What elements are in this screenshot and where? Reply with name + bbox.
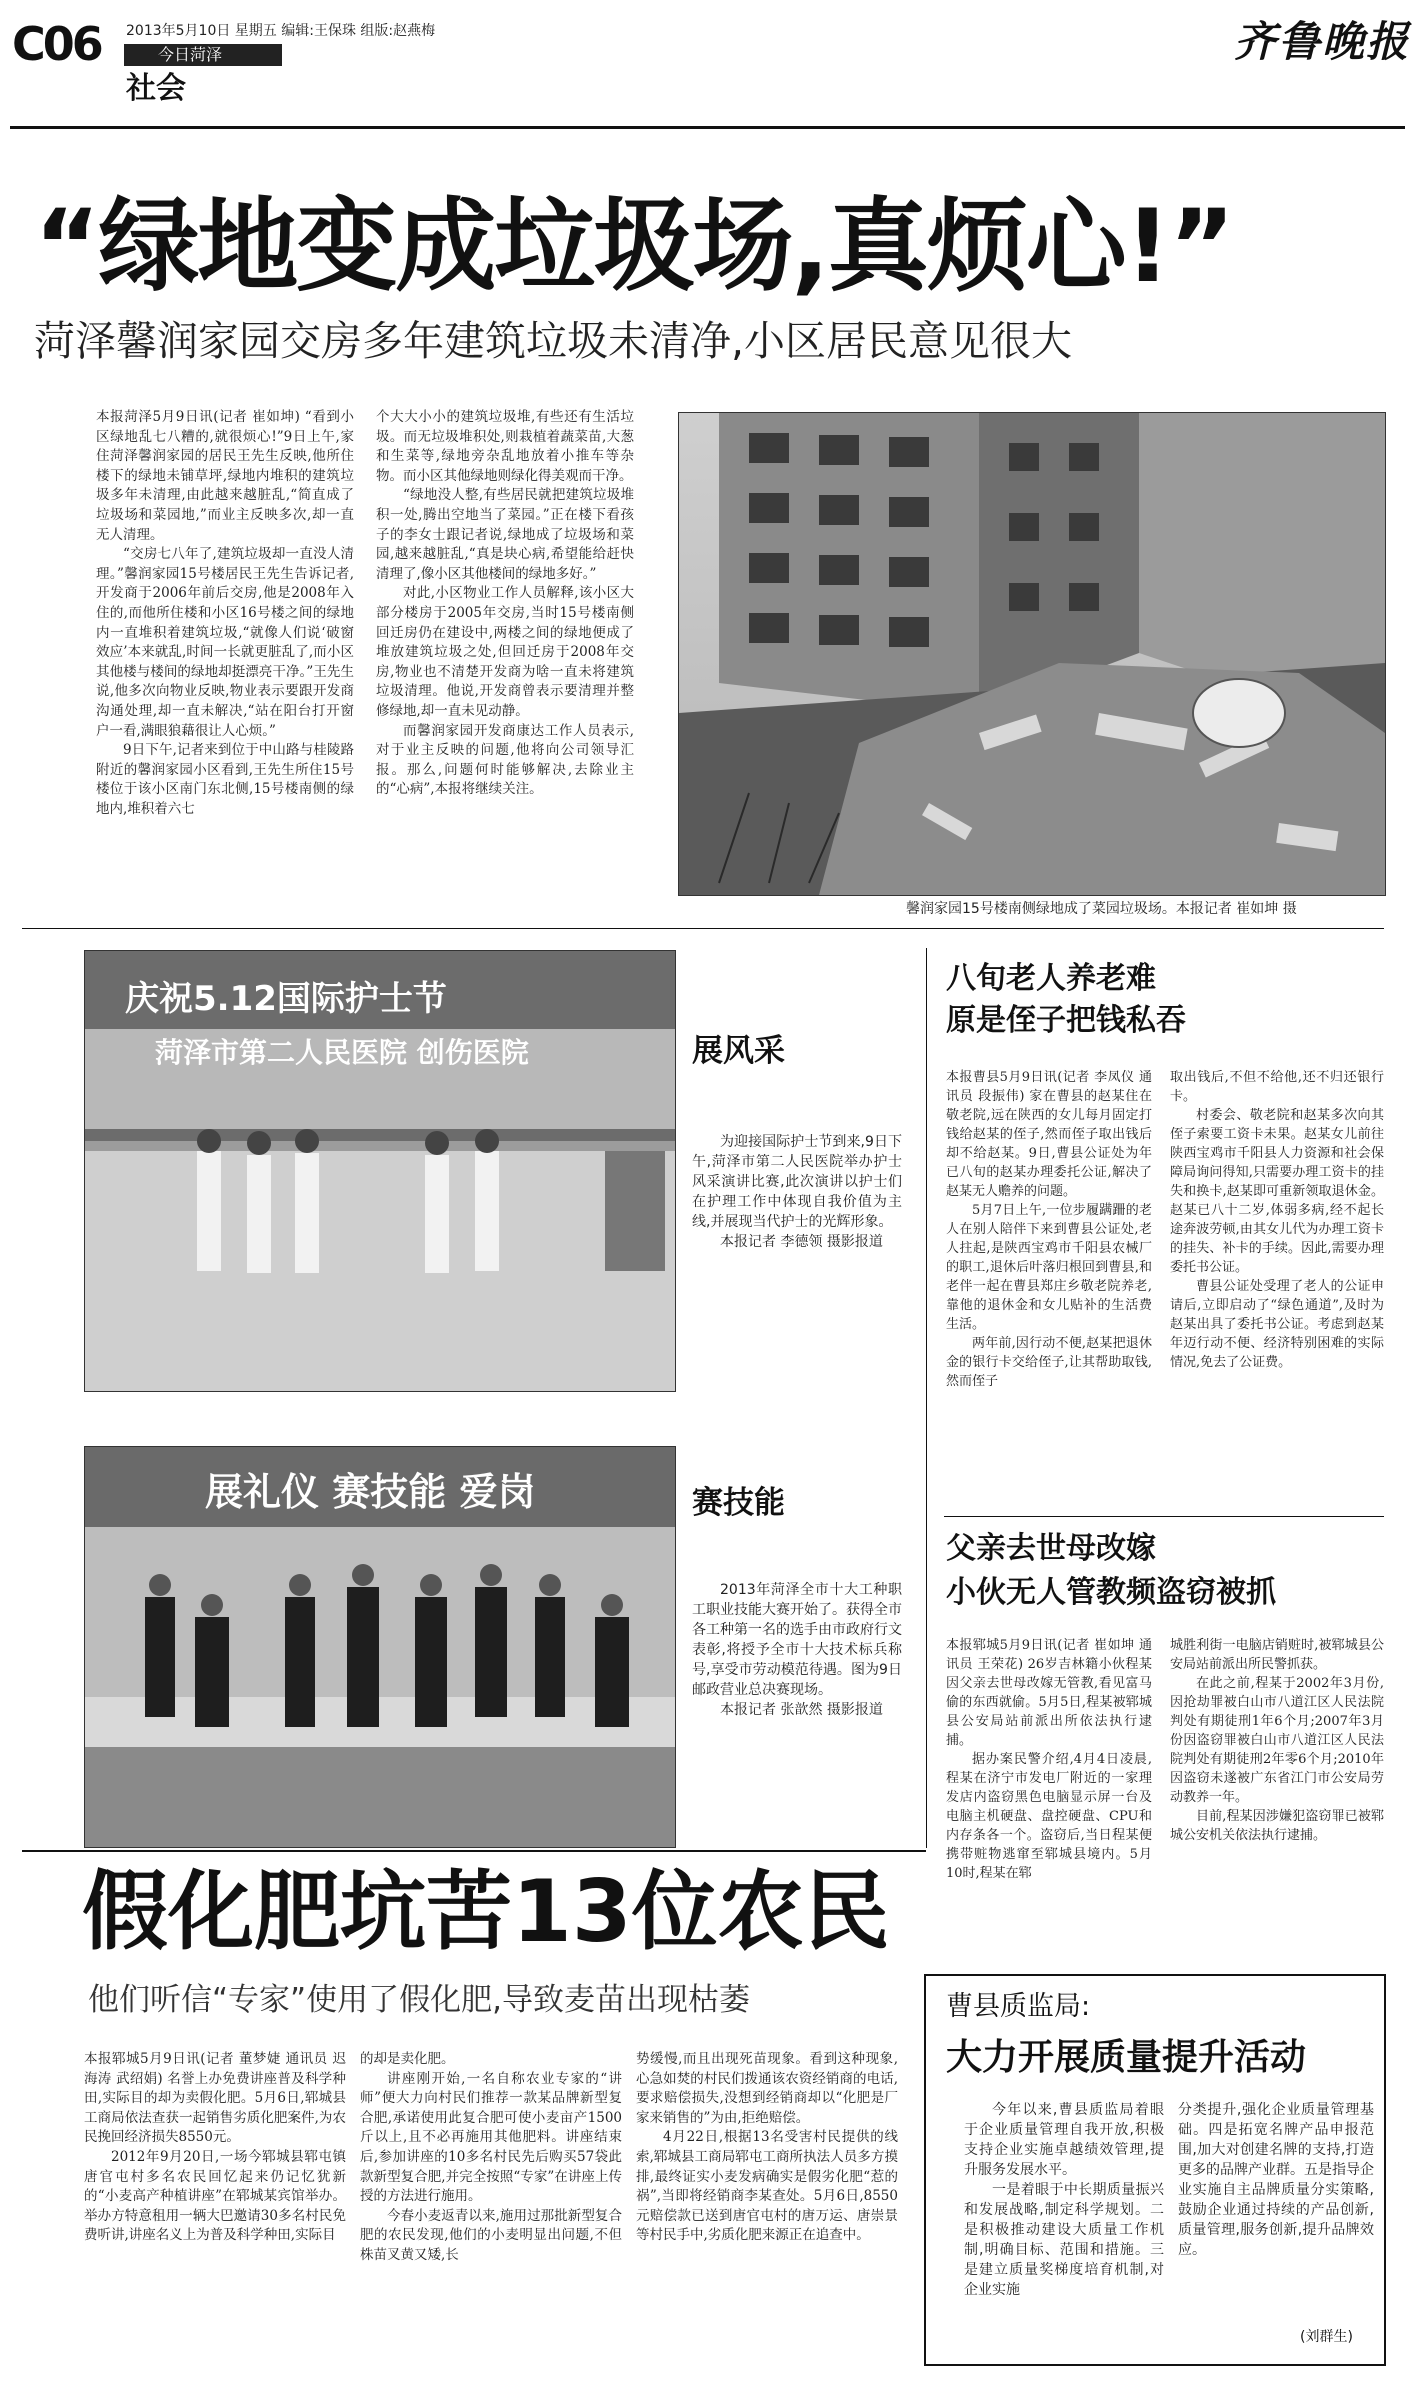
story2-headline: 假化肥坑苦13位农民	[82, 1862, 890, 1962]
story1-photo	[678, 412, 1386, 896]
photo-news1-title: 展风采	[692, 1033, 785, 1069]
story2-paragraph: 势缓慢,而且出现死苗现象。看到这种现象,心急如焚的村民们拨通该农资经销商的电话,要求赔偿损失,没想到经销商却以“化肥是厂家来销售的”为由,拒绝赔偿。	[636, 2051, 898, 2126]
column-divider	[926, 948, 927, 1848]
story-r2-column-1	[946, 1636, 1152, 1976]
photo-news2-text: 2013年菏泽全市十大工种职工职业技能大赛开始了。获得全市各工种第一名的选手由市政府行文表彰,将授予全市十大技术标兵称号,享受市劳动模范待遇。图为9日邮政营业总决赛现场。	[692, 1582, 902, 1698]
story-r1-paragraph: 两年前,因行动不便,赵某把退休金的银行卡交给侄子,让其帮助取钱,然而侄子	[946, 1336, 1152, 1389]
story-r1-title-1: 八旬老人养老难	[946, 961, 1156, 996]
story1-column-2	[376, 408, 634, 908]
story2-column-1	[84, 2050, 346, 2360]
story-r2-title-1: 父亲去世母改嫁	[946, 1531, 1156, 1566]
divider	[22, 928, 1384, 929]
story-r1-paragraph: 取出钱后,不但不给他,还不归还银行卡。	[1170, 1070, 1384, 1104]
story2-column-2	[360, 2050, 622, 2360]
photo-news2-title: 赛技能	[692, 1485, 785, 1521]
story-r2-title-2: 小伙无人管教频盗窃被抓	[946, 1575, 1276, 1610]
story-r1-paragraph: 村委会、敬老院和赵某多次向其侄子索要工资卡未果。赵某女儿前往陕西宝鸡市千阳县人力资源和社会保障局询问得知,只需要办理工资卡的挂失和换卡,赵某即可重新领取退休金。赵某已八十二岁,体弱多病,经不起长途奔波劳顿,由其女儿代为办理工资卡的挂失、补卡的手续。因此,需要办理委托书公证。	[1170, 1108, 1384, 1275]
contest-banner: 展礼仪 赛技能 爱岗	[205, 1470, 536, 1514]
story2-paragraph: 4月22日,根据13名受害村民提供的线索,郓城县工商局郓屯工商所执法人员多方摸排,最终证实小麦发病确实是假劣化肥“惹的祸”,当即将经销商李某查处。5月6日,8550元赔偿款已送到唐官屯村的唐万运、唐崇景等村民手中,劣质化肥来源正在追查中。	[636, 2129, 898, 2244]
story1-subheadline: 菏泽馨润家园交房多年建筑垃圾未清净,小区居民意见很大	[34, 317, 1073, 365]
story1-paragraph: 9日下午,记者来到位于中山路与桂陵路附近的馨润家园小区看到,王先生所住15号楼位于该小区南门东北侧,15号楼南侧的绿地内,堆积着六七	[96, 742, 354, 817]
story1-paragraph: “交房七八年了,建筑垃圾却一直没人清理。”馨润家园15号楼居民王先生告诉记者,开发商于2006年前后交房,他是2008年入住的,而他所住楼和小区16号楼之间的绿地内一直堆积着建筑垃圾,“就像人们说‘破窗效应’本来就乱,时间一长就更脏乱了,而小区其他楼与楼间的绿地却挺漂亮干净。”王先生说,他多次向物业反映,物业表示要跟开发商沟通处理,却一直未解决,“站在阳台打开窗户一看,满眼狼藉很让人心烦。”	[96, 546, 354, 739]
story2-paragraph: 今春小麦返青以来,施用过那批新型复合肥的农民发现,他们的小麦明显出问题,不但株苗叉黄又矮,长	[360, 2207, 622, 2263]
photo-news2-body	[692, 1580, 902, 1820]
page-number: C06	[12, 17, 101, 71]
story-r2-paragraph: 本报郓城5月9日讯(记者 崔如坤 通讯员 王荣花) 26岁吉林籍小伙程某因父亲去世母改嫁无管教,看见富马偷的东西就偷。5月5日,程某被郓城县公安局站前派出所依法执行逮捕。	[946, 1638, 1152, 1748]
story2-paragraph: 本报郓城5月9日讯(记者 董梦婕 通讯员 迟海涛 武绍娟) 名誉上办免费讲座普及科学种田,实际目的却为卖假化肥。5月6日,郓城县工商局依法查获一起销售劣质化肥案件,为农民挽回经济损失8550元。	[84, 2051, 346, 2146]
story-r3-paragraph: 今年以来,曹县质监局着眼于企业质量管理自我开放,积极支持企业实施卓越绩效管理,提升服务发展水平。	[964, 2102, 1164, 2178]
story-r1-column-2	[1170, 1068, 1384, 1496]
story1-paragraph: 而馨润家园开发商康达工作人员表示,对于业主反映的问题,他将向公司领导汇报。那么,问题何时能够解决,去除业主的“心病”,本报将继续关注。	[376, 722, 634, 798]
story1-photo-caption: 馨润家园15号楼南侧绿地成了菜园垃圾场。本报记者 崔如坤 摄	[906, 901, 1297, 917]
story-r1-title-2: 原是侄子把钱私吞	[946, 1003, 1186, 1038]
story-r2-paragraph: 据办案民警介绍,4月4日凌晨,程某在济宁市发电厂附近的一家理发店内盗窃黑色电脑显示屏一台及电脑主机硬盘、盘控硬盘、CPU和内存条各一个。盗窃后,当日程某便携带赃物逃窜至郓城县境内。5月10时,程某在郓	[946, 1752, 1152, 1881]
story-r2-paragraph: 城胜利街一电脑店销赃时,被郓城县公安局站前派出所民警抓获。	[1170, 1638, 1384, 1672]
story2-paragraph: 讲座刚开始,一名自称农业专家的“讲师”便大力向村民们推荐一款某品牌新型复合肥,承诺使用此复合肥可使小麦亩产1500斤以上,且不必再施用其他肥料。讲座结束后,参加讲座的10多名村民先后购买57袋此款新型复合肥,并完全按照“专家”在讲座上传授的方法进行施用。	[360, 2070, 622, 2205]
photo-news1-credit: 本报记者 李德领 摄影报道	[720, 1234, 883, 1250]
story-r3-paragraph: 分类提升,强化企业质量管理基础。四是拓宽名牌产品申报范围,加大对创建名牌的支持,打造更多的品牌产业群。五是指导企业实施自主品牌质量分实策略,鼓励企业通过持续的产品创新,质量管理,服务创新,提升品牌效应。	[1178, 2102, 1374, 2258]
story1-headline: “绿地变成垃圾场,真烦心!”	[34, 187, 1234, 305]
issue-meta: 2013年5月10日 星期五 编辑:王保珠 组版:赵燕梅	[126, 23, 436, 39]
story1-paragraph: 本报菏泽5月9日讯(记者 崔如坤) “看到小区绿地乱七八糟的,就很烦心!”9日上午,家住菏泽馨润家园的居民王先生反映,他所住楼下的绿地未铺草坪,绿地内堆积的建筑垃圾多年未清理,由此越来越脏乱,“简直成了垃圾场和菜园地,”而业主反映多次,却一直无人清理。	[96, 409, 354, 543]
photo-news2-credit: 本报记者 张歆然 摄影报道	[720, 1702, 883, 1718]
story-r2-paragraph: 在此之前,程某于2002年3月份,因抢劫罪被白山市八道江区人民法院判处有期徒刑1年6个月;2007年3月份因盗窃罪被白山市八道江区人民法院判处有期徒刑2年零6个月;2010年因盗窃未遂被广东省江门市公安局劳动教养一年。	[1170, 1676, 1384, 1805]
story1-paragraph: 个大大小小的建筑垃圾堆,有些还有生活垃圾。而无垃圾堆积处,则栽植着蔬菜苗,大葱和生菜等,绿地旁杂乱地放着小推车等杂物。而小区其他绿地则绿化得美观而干净。	[376, 409, 634, 484]
section-tab: 今日菏泽	[124, 44, 282, 66]
nurse-banner-line2: 菏泽市第二人民医院 创伤医院	[155, 1036, 529, 1069]
building-rubble-illustration	[679, 413, 1385, 895]
story2-subheadline: 他们听信“专家”使用了假化肥,导致麦苗出现枯萎	[88, 1982, 750, 2018]
story2-paragraph: 2012年9月20日,一场今郓城县郓屯镇唐官屯村多名农民回忆起来仍记忆犹新的“小麦高产种植讲座”在郓城某宾馆举办。举办方特意租用一辆大巴邀请30多名村民免费听讲,讲座名义上为普及科学种田,实际目	[84, 2148, 346, 2244]
story-r1-paragraph: 曹县公证处受理了老人的公证申请后,立即启动了“绿色通道”,及时为赵某出具了委托书公证。考虑到赵某年迈行动不便、经济特别困难的实际情况,免去了公证费。	[1170, 1279, 1384, 1370]
photo-news1-body	[692, 1132, 902, 1372]
story-r3-title: 大力开展质量提升活动	[946, 2037, 1307, 2078]
story-r3-credit: (刘群生)	[1300, 2329, 1353, 2345]
divider	[22, 1850, 926, 1852]
story-r3-kicker: 曹县质监局:	[946, 1991, 1091, 2022]
newspaper-logo: 齐鲁晚报	[1234, 17, 1411, 66]
story2-paragraph: 的却是卖化肥。	[360, 2051, 455, 2067]
story-r1-column-1	[946, 1068, 1152, 1496]
divider	[944, 1516, 1384, 1517]
story-r2-column-2	[1170, 1636, 1384, 1976]
story-r1-paragraph: 本报曹县5月9日讯(记者 李凤仪 通讯员 段振伟) 家在曹县的赵某住在敬老院,远在陕西的女儿每月固定打钱给赵某的侄子,然而侄子取出钱后却不给赵某。9日,曹县公证处为年已八旬的赵某办理委托公证,解决了赵某无人赡养的问题。	[946, 1070, 1152, 1199]
story-r3-paragraph: 一是着眼于中长期质量振兴和发展战略,制定科学规划。二是积极推动建设大质量工作机制,明确目标、范围和措施。三是建立质量奖梯度培育机制,对企业实施	[964, 2182, 1164, 2298]
story-r2-paragraph: 目前,程某因涉嫌犯盗窃罪已被郓城公安机关依法执行逮捕。	[1170, 1809, 1384, 1843]
section-title: 社会	[126, 71, 186, 106]
story2-column-3	[636, 2050, 898, 2360]
contest-photo	[84, 1446, 676, 1848]
story1-paragraph: “绿地没人整,有些居民就把建筑垃圾堆积一处,腾出空地当了菜园。”正在楼下看孩子的李女士跟记者说,绿地成了垃圾场和菜园,越来越脏乱,“真是块心病,希望能给赶快清理了,像小区其他楼间的绿地多好。”	[376, 487, 634, 582]
story-r3-column-1	[964, 2100, 1164, 2350]
photo-news1-text: 为迎接国际护士节到来,9日下午,菏泽市第二人民医院举办护士风采演讲比赛,此次演讲以护士们在护理工作中体现自我价值为主线,并展现当代护士的光辉形象。	[692, 1134, 902, 1230]
story1-column-1	[96, 408, 354, 908]
nurse-banner-line1: 庆祝5.12国际护士节	[125, 979, 447, 1019]
nurse-photo	[84, 950, 676, 1392]
story-r1-paragraph: 5月7日上午,一位步履蹒跚的老人在别人陪伴下来到曹县公证处,老人拄起,是陕西宝鸡市千阳县农械厂的职工,退休后叶落归根回到曹县,和老伴一起在曹县郑庄乡敬老院养老,靠他的退休金和女儿贴补的生活费生活。	[946, 1203, 1152, 1332]
story-r3-column-2	[1178, 2100, 1374, 2310]
header-rule	[10, 126, 1405, 129]
story1-paragraph: 对此,小区物业工作人员解释,该小区大部分楼房于2005年交房,当时15号楼南侧回迁房仍在建设中,两楼之间的绿地便成了堆放建筑垃圾之处,但回迁房于2008年交房,物业也不清楚开发商为啥一直未将建筑垃圾清理。他说,开发商曾表示要清理并整修绿地,却一直未见动静。	[376, 585, 634, 719]
